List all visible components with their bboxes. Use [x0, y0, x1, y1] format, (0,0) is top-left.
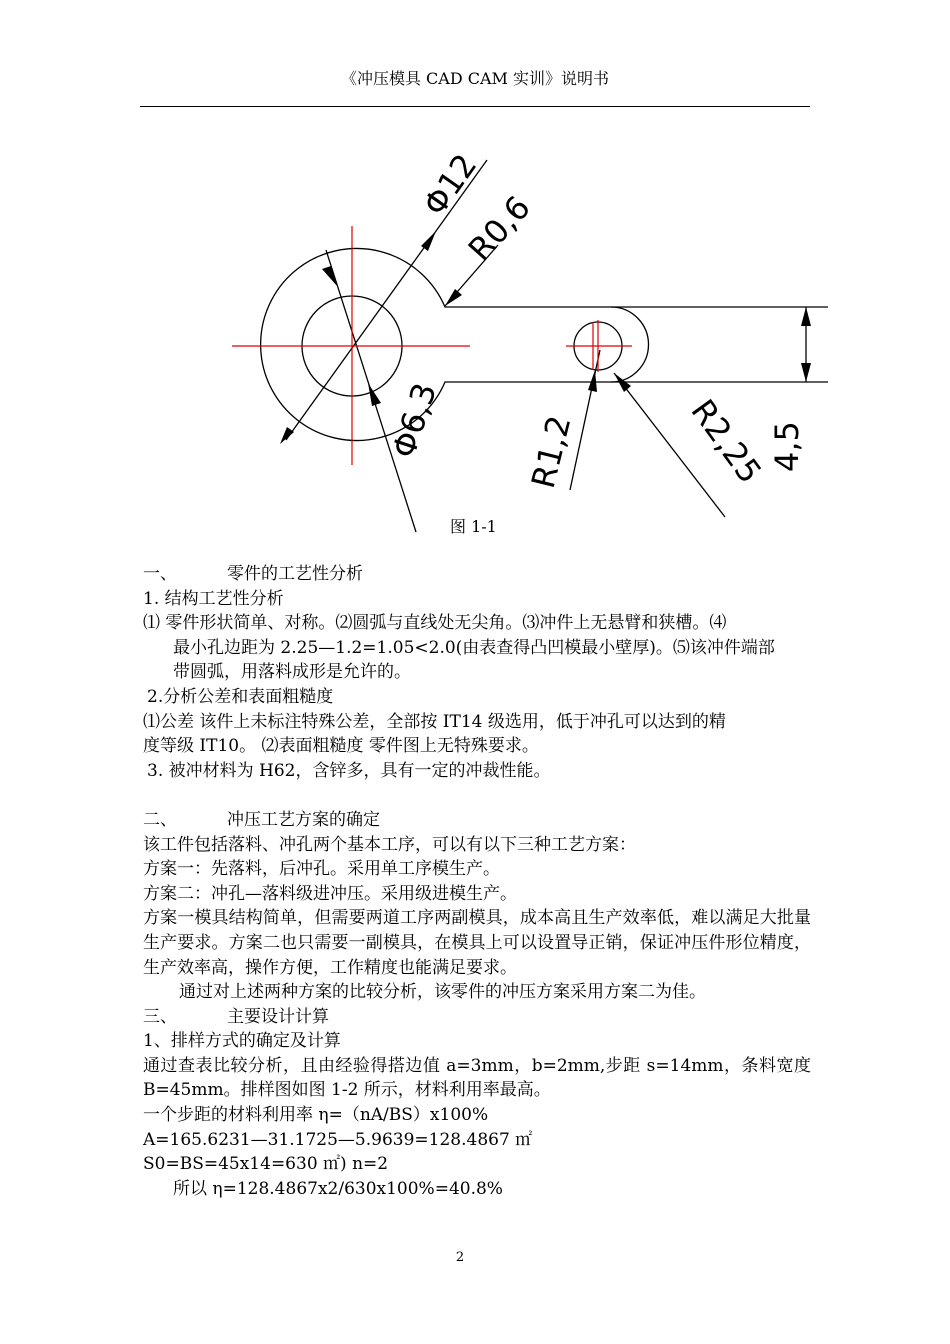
- arrow-45-top: [801, 307, 811, 326]
- dim-phi12: Φ12: [415, 146, 485, 223]
- paragraph-s2-2: 方案一：先落料，后冲孔。采用单工序模生产。: [143, 859, 500, 880]
- subheading-tolerance: 2.分析公差和表面粗糙度: [147, 686, 334, 707]
- section-3-number: 三、: [143, 1006, 177, 1027]
- paragraph-s3-2: 一个步距的材料利用率 η=（nA/BS）x100%: [143, 1105, 489, 1126]
- paragraph-1b: 最小孔边距为 2.25—1.2=1.05<2.0(由表查得凸凹模最小壁厚)。⑸该冲件端部: [173, 637, 775, 658]
- arrow-phi12-bottom: [280, 427, 294, 444]
- page-header: 《冲压模具 CAD CAM 实训》说明书: [340, 69, 610, 88]
- section-1-heading: [143, 562, 811, 587]
- paragraph-3: 3. 被冲材料为 H62，含锌多，具有一定的冲裁性能。: [147, 760, 551, 781]
- paragraph-2a: ⑴公差 该件上未标注特殊公差，全部按 IT14 级选用，低于冲孔可以达到的精: [143, 711, 726, 732]
- header-rule: [140, 106, 810, 107]
- paragraph-2b: 度等级 IT10。 ⑵表面粗糙度 零件图上无特殊要求。: [143, 736, 539, 757]
- dim-r225: R2,25: [683, 392, 770, 491]
- dim-r06: R0,6: [460, 188, 538, 269]
- paragraph-s2-5: 通过对上述两种方案的比较分析，该零件的冲压方案采用方案二为佳。: [179, 982, 706, 1003]
- paragraph-s3-1: 通过查表比较分析，且由经验得搭边值 a=3mm，b=2mm,步距 s=14mm，条料宽度 B=45mm。排样图如图 1-2 所示，材料利用率最高。: [143, 1055, 811, 1101]
- dim-phi63: Φ6,3: [384, 378, 445, 463]
- arrow-r06: [445, 289, 462, 306]
- part-drawing: [200, 140, 850, 540]
- section-3-title: 主要设计计算: [227, 1006, 329, 1027]
- dim-r12: R1,2: [523, 411, 579, 492]
- outer-contour: [261, 249, 649, 441]
- section-1-number: 一、: [143, 564, 177, 584]
- paragraph-1a: ⑴ 零件形状简单、对称。⑵圆弧与直线处无尖角。⑶冲件上无悬臂和狭槽。⑷: [143, 613, 727, 634]
- subheading-layout: 1、排样方式的确定及计算: [143, 1031, 341, 1052]
- document-body: [143, 562, 811, 1201]
- subheading-structure: 1. 结构工艺性分析: [143, 588, 284, 609]
- section-1-title: 零件的工艺性分析: [227, 564, 363, 584]
- section-2-number: 二、: [143, 809, 177, 830]
- figure-caption: 图 1-1: [450, 517, 497, 536]
- arrow-phi63-bottom: [368, 383, 381, 406]
- paragraph-s2-3: 方案二：冲孔—落料级进冲压。采用级进模生产。: [143, 883, 517, 904]
- paragraph-s2-4: 方案一模具结构简单，但需要两道工序两副模具，成本高且生产效率低，难以满足大批量生产要求。方案二也只需要一副模具，在模具上可以设置导正销，保证冲压件形位精度，生产效率高，操作方便，工作精度也能满足要求。: [143, 908, 811, 978]
- paragraph-s2-1: 该工件包括落料、冲孔两个基本工序，可以有以下三种工艺方案：: [143, 834, 636, 855]
- dim-45: 4,5: [768, 421, 806, 472]
- paragraph-1c: 带圆弧，用落料成形是允许的。: [173, 662, 411, 683]
- section-3-heading: [143, 1005, 811, 1030]
- paragraph-s3-4: S0=BS=45x14=630 ㎡) n=2: [143, 1154, 389, 1175]
- section-2-title: 冲压工艺方案的确定: [227, 809, 380, 830]
- page-number: 2: [455, 1250, 465, 1265]
- paragraph-s3-5: 所以 η=128.4867x2/630x100%=40.8%: [173, 1178, 503, 1199]
- paragraph-s3-3: A=165.6231—31.1725—5.9639=128.4867 ㎡: [143, 1129, 533, 1150]
- arrow-45-bottom: [801, 363, 811, 382]
- section-2-heading: [143, 808, 811, 833]
